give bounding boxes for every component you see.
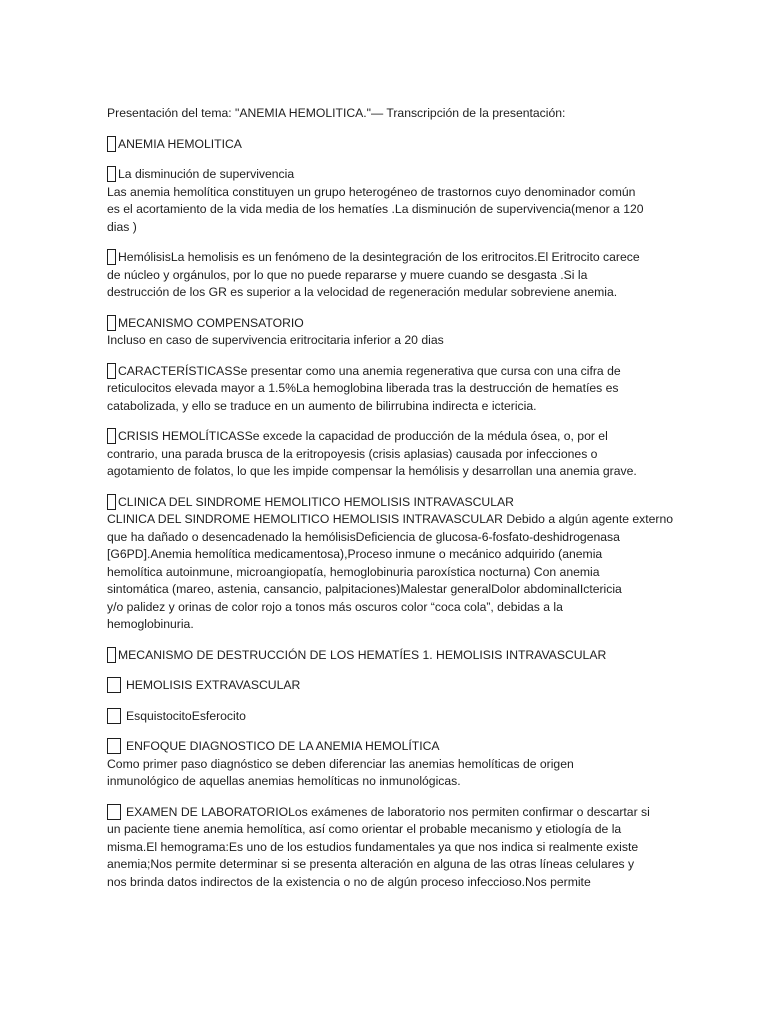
missing-glyph-box-icon [107, 166, 116, 182]
line-text: EsquistocitoEsferocito [126, 708, 246, 723]
line-text: Como primer paso diagnóstico se deben diferenciar las anemias hemolíticas de origen [107, 756, 574, 771]
line-text: Incluso en caso de supervivencia eritrocitaria inferior a 20 dias [107, 333, 444, 347]
slide-text-line [107, 267, 667, 285]
slide-heading-line [107, 494, 667, 512]
slide-heading-line [107, 428, 667, 446]
slide-text-line [107, 446, 667, 464]
missing-glyph-box-icon [107, 738, 121, 754]
line-text: CRISIS HEMOLÍTICASSe excede la capacidad de producción de la médula ósea, o, por el [118, 429, 608, 443]
missing-glyph-box-icon [107, 804, 121, 820]
line-text: sintomática (mareo, astenia, cansancio, palpitaciones)Malestar generalDolor abdominalIctericia [107, 582, 622, 596]
line-text: MECANISMO DE DESTRUCCIÓN DE LOS HEMATÍES 1. HEMOLISIS INTRAVASCULAR [118, 647, 607, 662]
slide-text-line [107, 398, 667, 416]
slide-text-line [107, 839, 667, 857]
presentation-intro: Presentación del tema: "ANEMIA HEMOLITICA."— Transcripción de la presentación: [107, 106, 566, 120]
slide-text-line [107, 380, 667, 398]
slide-text-line [107, 821, 667, 839]
slide-heading-line [107, 315, 667, 333]
slide-section [107, 804, 667, 892]
slide-section [107, 647, 667, 665]
missing-glyph-box-icon [107, 708, 121, 724]
missing-glyph-box-icon [107, 647, 116, 663]
document-page [107, 105, 674, 904]
line-text: destrucción de los GR es superior a la velocidad de regeneración medular sobreviene anemia. [107, 285, 618, 299]
line-text: que ha dañado o desencadenado la hemólisisDeficiencia de glucosa-6-fosfato-deshidrogenasa [107, 529, 620, 544]
missing-glyph-box-icon [107, 428, 116, 444]
line-text: CLINICA DEL SINDROME HEMOLITICO HEMOLISIS INTRAVASCULAR Debido a algún agente externo [107, 512, 674, 526]
slide-text-line [107, 874, 667, 892]
slide-heading-line [107, 647, 667, 665]
line-text: hemolítica autoinmune, microangiopatía, hemoglobinuria paroxística nocturna) Con anemia [107, 564, 600, 579]
slide-heading-line [107, 249, 667, 267]
slide-text-line [107, 284, 667, 302]
slide-text-line [107, 332, 667, 350]
line-text: contrario, una parada brusca de la eritropoyesis (crisis aplasias) causada por infecciones o [107, 446, 598, 461]
line-text: nos brinda datos indirectos de la existencia o no de algún proceso infeccioso.Nos permite [107, 874, 591, 889]
line-text: dias ) [107, 219, 137, 234]
line-text: catabolizada, y ello se traduce en un aumento de bilirrubina indirecta e ictericia. [107, 398, 537, 413]
line-text: CLINICA DEL SINDROME HEMOLITICO HEMOLISIS INTRAVASCULAR [118, 494, 514, 509]
line-text: reticulocitos elevada mayor a 1.5%La hemoglobina liberada tras la destrucción de hematíes es [107, 381, 619, 395]
missing-glyph-box-icon [107, 494, 116, 510]
slide-heading-line [107, 738, 667, 756]
slide-section [107, 494, 674, 634]
line-text: de núcleo y orgánulos, por lo que no puede repararse y muere cuando se desgasta .Si la [107, 267, 588, 282]
slide-section [107, 249, 667, 302]
slide-heading-line [107, 677, 667, 695]
slide-transcript [107, 136, 674, 892]
slide-heading-line [107, 136, 667, 154]
slide-text-line [107, 219, 667, 237]
line-text: es el acortamiento de la vida media de los hematíes .La disminución de supervivencia(menor a 120 [107, 202, 644, 216]
slide-section [107, 315, 667, 350]
line-text: anemia;Nos permite determinar si se presenta alteración en alguna de las otras líneas celulares y [107, 857, 635, 871]
slide-section [107, 136, 667, 154]
line-text: La disminución de supervivencia [118, 167, 295, 181]
slide-text-line [107, 581, 667, 599]
missing-glyph-box-icon [107, 315, 116, 331]
slide-section [107, 166, 667, 236]
slide-section [107, 677, 667, 695]
line-text: inmunológico de aquellas anemias hemolíticas no inmunológicas. [107, 774, 461, 788]
slide-text-line [107, 184, 667, 202]
line-text: EXAMEN DE LABORATORIOLos exámenes de laboratorio nos permiten confirmar o descartar si [126, 804, 650, 819]
slide-heading-line [107, 804, 667, 822]
slide-text-line [107, 529, 667, 547]
line-text: ANEMIA HEMOLITICA [118, 136, 242, 151]
missing-glyph-box-icon [107, 677, 121, 693]
line-text: [G6PD].Anemia hemolítica medicamentosa),Proceso inmune o mecánico adquirido (anemia [107, 547, 603, 561]
slide-text-line [107, 564, 667, 582]
line-text: misma.El hemograma:Es uno de los estudios fundamentales ya que nos indica si realmente existe [107, 839, 639, 854]
line-text: HEMOLISIS EXTRAVASCULAR [126, 678, 301, 692]
slide-heading-line [107, 363, 667, 381]
missing-glyph-box-icon [107, 136, 116, 152]
missing-glyph-box-icon [107, 249, 116, 265]
slide-text-line [107, 546, 667, 564]
line-text: MECANISMO COMPENSATORIO [118, 315, 304, 330]
slide-section [107, 738, 667, 791]
line-text: un paciente tiene anemia hemolítica, así como orientar el probable mecanismo y etiología de la [107, 822, 622, 836]
slide-heading-line [107, 708, 667, 726]
line-text: Las anemia hemolítica constituyen un grupo heterogéneo de trastornos cuyo denominador común [107, 184, 636, 199]
slide-text-line [107, 599, 667, 617]
slide-section [107, 428, 667, 481]
line-text: agotamiento de folatos, lo que les impide compensar la hemólisis y desarrollan una anemia grave. [107, 464, 637, 478]
line-text: CARACTERÍSTICASSe presentar como una anemia regenerativa que cursa con una cifra de [118, 363, 621, 378]
slide-text-line [107, 463, 667, 481]
slide-text-line [107, 773, 667, 791]
slide-section [107, 363, 667, 416]
slide-text-line [107, 616, 667, 634]
line-text: ENFOQUE DIAGNOSTICO DE LA ANEMIA HEMOLÍTICA [126, 739, 440, 753]
slide-text-line [107, 201, 667, 219]
slide-heading-line [107, 166, 667, 184]
slide-text-line [107, 511, 674, 529]
line-text: y/o palidez y orinas de color rojo a tonos más oscuros color “coca cola”, debidas a la [107, 599, 563, 614]
missing-glyph-box-icon [107, 363, 116, 379]
line-text: hemoglobinuria. [107, 617, 194, 631]
slide-text-line [107, 856, 667, 874]
line-text: HemólisisLa hemolisis es un fenómeno de la desintegración de los eritrocitos.El Eritrocito carece [118, 250, 640, 264]
slide-section [107, 708, 667, 726]
slide-text-line [107, 756, 667, 774]
